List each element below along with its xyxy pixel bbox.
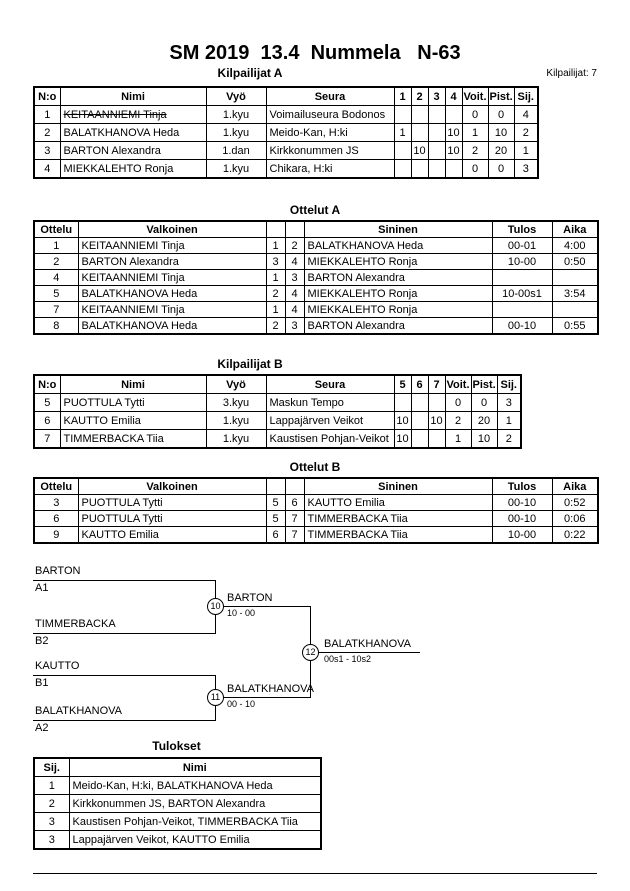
cell-valkoinen-no: 2 (266, 286, 285, 302)
cell-nimi: Kaustisen Pohjan-Veikot, TIMMERBACKA Tiia (69, 813, 321, 831)
cell-nimi: MIEKKALEHTO Ronja (60, 160, 206, 179)
cell-pist: 10 (471, 430, 497, 449)
cell-pist: 0 (488, 160, 514, 179)
col-header-nimi: Nimi (60, 87, 206, 106)
cell-voit: 0 (462, 160, 488, 179)
winner-line (215, 606, 310, 607)
cell-result-1 (394, 142, 411, 160)
cell-result-7 (428, 394, 445, 412)
page-footer-rule (33, 873, 597, 874)
match-number-badge: 12 (302, 644, 319, 661)
section-heading-kilpailijat-a: Kilpailijat A (217, 66, 283, 80)
bracket-slot-line (33, 720, 216, 721)
cell-tulos: 00-10 (492, 511, 552, 527)
cell-sininen-no: 4 (285, 302, 304, 318)
cell-result-2 (411, 106, 428, 124)
cell-no: 7 (34, 430, 60, 449)
col-header-valkoinen: Valkoinen (78, 221, 266, 238)
bracket-slot-seed: B2 (35, 635, 49, 647)
cell-sij: 3 (34, 831, 69, 850)
cell-sininen: MIEKKALEHTO Ronja (304, 286, 492, 302)
cell-valkoinen: KAUTTO Emilia (78, 527, 266, 544)
cell-result-3 (428, 160, 445, 179)
cell-result-5: 10 (394, 412, 411, 430)
col-header-seura: Seura (266, 87, 394, 106)
header-row (34, 375, 521, 394)
bracket-slot-name: KAUTTO (35, 660, 80, 672)
cell-nimi: TIMMERBACKA Tiia (60, 430, 206, 449)
col-header-3: 3 (428, 87, 445, 106)
col-header-5: 5 (394, 375, 411, 394)
bracket-slot-line (33, 580, 216, 581)
col-header-aika: Aika (552, 478, 598, 495)
match-score: 00 - 10 (227, 699, 256, 709)
cell-no: 6 (34, 412, 60, 430)
cell-voit: 0 (445, 394, 471, 412)
cell-sininen: BARTON Alexandra (304, 318, 492, 335)
cell-ottelu: 2 (34, 254, 78, 270)
cell-tulos: 00-10 (492, 318, 552, 335)
cell-seura: Maskun Tempo (266, 394, 394, 412)
table-row (34, 495, 598, 511)
cell-seura: Meido-Kan, H:ki (266, 124, 394, 142)
tulokset-table (33, 757, 322, 850)
cell-result-3 (428, 124, 445, 142)
cell-nimi: BARTON Alexandra (60, 142, 206, 160)
match-score: 10 - 00 (227, 608, 256, 618)
cell-valkoinen: PUOTTULA Tytti (78, 495, 266, 511)
cell-ottelu: 6 (34, 511, 78, 527)
cell-result-4: 10 (445, 142, 462, 160)
table-row (34, 394, 521, 412)
cell-no: 2 (34, 124, 60, 142)
cell-nimi: Kirkkonummen JS, BARTON Alexandra (69, 795, 321, 813)
cell-sininen: BALATKHANOVA Heda (304, 238, 492, 254)
cell-vyo: 3.kyu (206, 394, 266, 412)
col-header-no: N:o (34, 375, 60, 394)
col-header-vyo: Vyö (206, 375, 266, 394)
cell-result-3 (428, 142, 445, 160)
col-header-tulos: Tulos (492, 221, 552, 238)
cell-nimi: Meido-Kan, H:ki, BALATKHANOVA Heda (69, 777, 321, 795)
table-row (34, 813, 321, 831)
header-row (34, 478, 598, 495)
col-header-pist: Pist. (471, 375, 497, 394)
col-header-ottelu: Ottelu (34, 478, 78, 495)
cell-seura: Kaustisen Pohjan-Veikot (266, 430, 394, 449)
cell-aika (552, 270, 598, 286)
table-row (34, 511, 598, 527)
match-number-badge: 10 (207, 598, 224, 615)
col-header-aika: Aika (552, 221, 598, 238)
cell-valkoinen-no: 1 (266, 270, 285, 286)
bracket-slot-name: TIMMERBACKA (35, 618, 116, 630)
cell-valkoinen: KEITAANNIEMI Tinja (78, 238, 266, 254)
cell-result-2 (411, 124, 428, 142)
cell-pist: 10 (488, 124, 514, 142)
cell-sij: 2 (497, 430, 521, 449)
table-row (34, 795, 321, 813)
match-winner-name: BARTON (227, 592, 273, 604)
cell-sininen-no: 2 (285, 238, 304, 254)
cell-nimi: KEITAANNIEMI Tinja (60, 106, 206, 124)
col-header-2: 2 (411, 87, 428, 106)
cell-sij: 3 (34, 813, 69, 831)
col-header-7: 7 (428, 375, 445, 394)
col-header-voit: Voit. (462, 87, 488, 106)
table-row (34, 254, 598, 270)
cell-nimi: PUOTTULA Tytti (60, 394, 206, 412)
cell-result-6 (411, 430, 428, 449)
bracket-slot-seed: A1 (35, 582, 49, 594)
cell-aika: 3:54 (552, 286, 598, 302)
cell-nimi: Lappajärven Veikot, KAUTTO Emilia (69, 831, 321, 850)
header-row (34, 221, 598, 238)
bracket-slot-seed: B1 (35, 677, 49, 689)
cell-result-2: 10 (411, 142, 428, 160)
section-heading-ottelut-a: Ottelut A (289, 203, 341, 217)
col-header-sininen: Sininen (304, 221, 492, 238)
header-row (34, 87, 538, 106)
cell-aika: 0:50 (552, 254, 598, 270)
cell-result-6 (411, 394, 428, 412)
cell-sij: 1 (497, 412, 521, 430)
col-header-nimi: Nimi (69, 758, 321, 777)
col-header-no: N:o (34, 87, 60, 106)
cell-tulos: 10-00 (492, 254, 552, 270)
cell-sij: 1 (34, 777, 69, 795)
col-header-sij: Sij. (514, 87, 538, 106)
col-header-4: 4 (445, 87, 462, 106)
table-row (34, 238, 598, 254)
cell-tulos: 00-10 (492, 495, 552, 511)
table-row (34, 430, 521, 449)
cell-ottelu: 7 (34, 302, 78, 318)
ottelut-b-table (33, 477, 599, 544)
col-header-voit: Voit. (445, 375, 471, 394)
table-row (34, 777, 321, 795)
cell-pist: 20 (488, 142, 514, 160)
cell-voit: 0 (462, 106, 488, 124)
cell-sininen-no: 7 (285, 511, 304, 527)
col-header-sij: Sij. (497, 375, 521, 394)
section-heading-tulokset: Tulokset (152, 739, 201, 753)
col-header-empty (266, 478, 285, 495)
cell-tulos: 10-00 (492, 527, 552, 544)
cell-no: 5 (34, 394, 60, 412)
col-header-tulos: Tulos (492, 478, 552, 495)
table-row (34, 318, 598, 335)
cell-vyo: 1.kyu (206, 106, 266, 124)
cell-ottelu: 1 (34, 238, 78, 254)
match-number-badge: 11 (207, 689, 224, 706)
col-header-seura: Seura (266, 375, 394, 394)
cell-sininen: MIEKKALEHTO Ronja (304, 302, 492, 318)
col-header-sij: Sij. (34, 758, 69, 777)
cell-valkoinen-no: 5 (266, 495, 285, 511)
cell-nimi: KAUTTO Emilia (60, 412, 206, 430)
cell-aika: 0:55 (552, 318, 598, 335)
cell-sij: 1 (514, 142, 538, 160)
table-row (34, 160, 538, 179)
cell-result-7: 10 (428, 412, 445, 430)
cell-sininen: TIMMERBACKA Tiia (304, 511, 492, 527)
cell-sininen-no: 3 (285, 318, 304, 335)
cell-vyo: 1.dan (206, 142, 266, 160)
bracket-slot-name: BALATKHANOVA (35, 705, 123, 717)
cell-valkoinen: KEITAANNIEMI Tinja (78, 302, 266, 318)
cell-sininen: TIMMERBACKA Tiia (304, 527, 492, 544)
table-row (34, 124, 538, 142)
cell-valkoinen-no: 2 (266, 318, 285, 335)
ottelut-a-table (33, 220, 599, 335)
cell-pist: 0 (471, 394, 497, 412)
cell-valkoinen: PUOTTULA Tytti (78, 511, 266, 527)
cell-result-6 (411, 412, 428, 430)
cell-ottelu: 9 (34, 527, 78, 544)
cell-tulos (492, 302, 552, 318)
table-row (34, 527, 598, 544)
cell-no: 3 (34, 142, 60, 160)
kilpailijat-b-table (33, 374, 522, 449)
cell-sininen-no: 7 (285, 527, 304, 544)
cell-valkoinen-no: 1 (266, 238, 285, 254)
col-header-empty (285, 221, 304, 238)
cell-aika: 0:52 (552, 495, 598, 511)
table-row (34, 142, 538, 160)
cell-valkoinen: BALATKHANOVA Heda (78, 318, 266, 335)
page-title: SM 2019 13.4 Nummela N-63 (169, 42, 461, 64)
cell-result-2 (411, 160, 428, 179)
bracket-slot-name: BARTON (35, 565, 81, 577)
cell-result-1: 1 (394, 124, 411, 142)
cell-result-1 (394, 160, 411, 179)
cell-no: 4 (34, 160, 60, 179)
cell-vyo: 1.kyu (206, 430, 266, 449)
cell-result-3 (428, 106, 445, 124)
cell-pist: 0 (488, 106, 514, 124)
cell-sininen: BARTON Alexandra (304, 270, 492, 286)
section-heading-ottelut-b: Ottelut B (289, 460, 341, 474)
table-row (34, 302, 598, 318)
col-header-pist: Pist. (488, 87, 514, 106)
cell-aika (552, 302, 598, 318)
cell-sininen: KAUTTO Emilia (304, 495, 492, 511)
cell-ottelu: 3 (34, 495, 78, 511)
cell-valkoinen: BARTON Alexandra (78, 254, 266, 270)
cell-result-4: 10 (445, 124, 462, 142)
winner-line (215, 697, 310, 698)
col-header-empty (285, 478, 304, 495)
col-header-1: 1 (394, 87, 411, 106)
cell-valkoinen: KEITAANNIEMI Tinja (78, 270, 266, 286)
col-header-6: 6 (411, 375, 428, 394)
cell-tulos: 00-01 (492, 238, 552, 254)
cell-pist: 20 (471, 412, 497, 430)
cell-valkoinen-no: 6 (266, 527, 285, 544)
cell-nimi: BALATKHANOVA Heda (60, 124, 206, 142)
cell-no: 1 (34, 106, 60, 124)
cell-voit: 1 (462, 124, 488, 142)
cell-tulos (492, 270, 552, 286)
cell-tulos: 10-00s1 (492, 286, 552, 302)
cell-sij: 2 (34, 795, 69, 813)
winner-line (310, 652, 420, 653)
bracket-slot-seed: A2 (35, 722, 49, 734)
cell-aika: 0:22 (552, 527, 598, 544)
section-heading-kilpailijat-b: Kilpailijat B (217, 357, 283, 371)
cell-vyo: 1.kyu (206, 124, 266, 142)
cell-sij: 3 (514, 160, 538, 179)
cell-aika: 4:00 (552, 238, 598, 254)
match-winner-name: BALATKHANOVA (324, 638, 412, 650)
cell-sininen-no: 3 (285, 270, 304, 286)
table-row (34, 270, 598, 286)
col-header-nimi: Nimi (60, 375, 206, 394)
cell-sininen-no: 6 (285, 495, 304, 511)
cell-ottelu: 4 (34, 270, 78, 286)
kilpailijat-a-table (33, 86, 539, 179)
cell-result-5: 10 (394, 430, 411, 449)
cell-voit: 1 (445, 430, 471, 449)
col-header-sininen: Sininen (304, 478, 492, 495)
cell-aika: 0:06 (552, 511, 598, 527)
cell-voit: 2 (445, 412, 471, 430)
cell-result-5 (394, 394, 411, 412)
col-header-ottelu: Ottelu (34, 221, 78, 238)
cell-result-7 (428, 430, 445, 449)
cell-sininen-no: 4 (285, 254, 304, 270)
cell-vyo: 1.kyu (206, 160, 266, 179)
cell-vyo: 1.kyu (206, 412, 266, 430)
match-score: 00s1 - 10s2 (324, 654, 372, 664)
cell-sininen-no: 4 (285, 286, 304, 302)
cell-result-1 (394, 106, 411, 124)
cell-sij: 3 (497, 394, 521, 412)
col-header-empty (266, 221, 285, 238)
cell-seura: Lappajärven Veikot (266, 412, 394, 430)
cell-result-4 (445, 106, 462, 124)
cell-valkoinen-no: 1 (266, 302, 285, 318)
cell-result-4 (445, 160, 462, 179)
competitors-count: Kilpailijat: 7 (546, 68, 597, 79)
cell-ottelu: 5 (34, 286, 78, 302)
col-header-vyo: Vyö (206, 87, 266, 106)
table-row (34, 286, 598, 302)
cell-sininen: MIEKKALEHTO Ronja (304, 254, 492, 270)
cell-seura: Voimailuseura Bodonos (266, 106, 394, 124)
cell-sij: 4 (514, 106, 538, 124)
header-row (34, 758, 321, 777)
table-row (34, 831, 321, 850)
cell-valkoinen-no: 5 (266, 511, 285, 527)
cell-valkoinen: BALATKHANOVA Heda (78, 286, 266, 302)
bracket-slot-line (33, 633, 216, 634)
table-row (34, 412, 521, 430)
cell-voit: 2 (462, 142, 488, 160)
table-row (34, 106, 538, 124)
cell-seura: Chikara, H:ki (266, 160, 394, 179)
cell-sij: 2 (514, 124, 538, 142)
cell-seura: Kirkkonummen JS (266, 142, 394, 160)
col-header-valkoinen: Valkoinen (78, 478, 266, 495)
cell-ottelu: 8 (34, 318, 78, 335)
match-winner-name: BALATKHANOVA (227, 683, 315, 695)
bracket-slot-line (33, 675, 216, 676)
cell-valkoinen-no: 3 (266, 254, 285, 270)
